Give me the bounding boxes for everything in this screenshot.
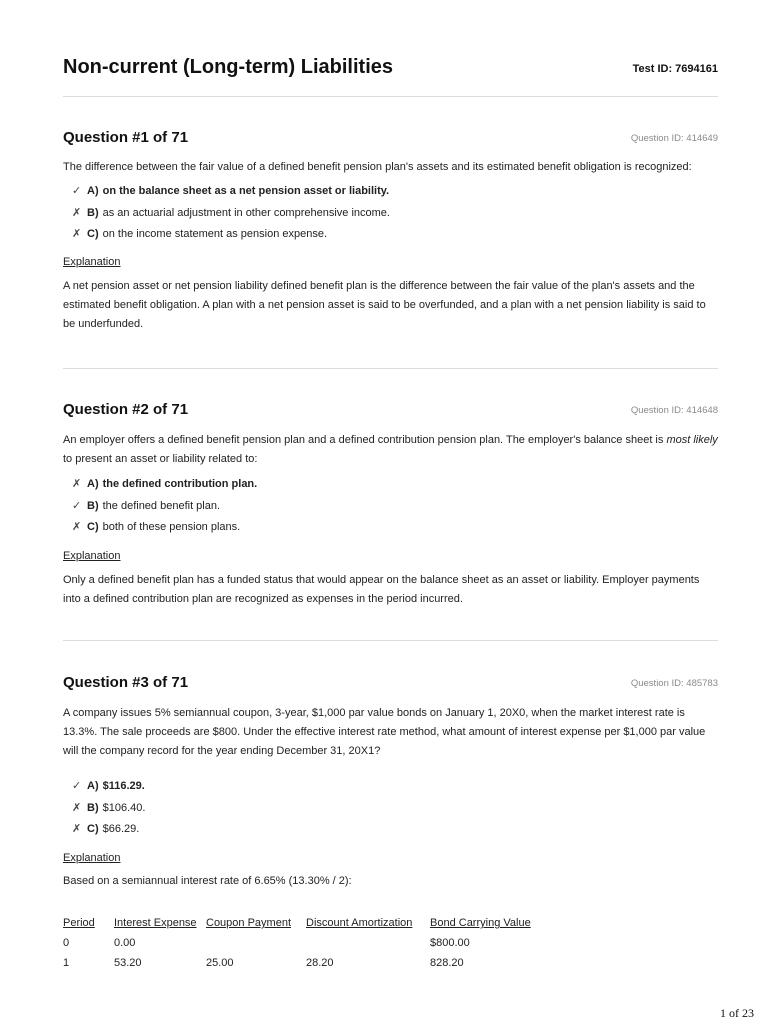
answer-option-a[interactable] <box>63 476 718 498</box>
check-icon: ✓ <box>72 780 82 792</box>
table-cell <box>306 933 430 953</box>
table-header-row <box>63 913 537 933</box>
answer-options <box>63 476 718 541</box>
answer-option-a[interactable] <box>63 778 718 800</box>
test-id: Test ID: 7694161 <box>632 63 718 75</box>
option-text: on the balance sheet as a net pension asset or liability. <box>102 185 390 197</box>
answer-option-b[interactable] <box>63 800 718 822</box>
question-block-1 <box>63 129 718 334</box>
stem-emphasis: most likely <box>666 434 718 446</box>
option-text: as an actuarial adjustment in other comprehensive income. <box>102 206 390 219</box>
option-letter: A) <box>87 478 99 490</box>
explanation-link[interactable]: Explanation <box>63 255 121 268</box>
table-cell: 25.00 <box>206 957 234 969</box>
explanation-link[interactable]: Explanation <box>63 851 121 864</box>
option-letter: A) <box>87 780 99 792</box>
answer-option-c[interactable] <box>63 821 718 843</box>
table-cell: $800.00 <box>430 937 470 949</box>
table-cell: 53.20 <box>114 957 142 969</box>
option-text: $106.40. <box>102 801 146 814</box>
cross-icon: ✗ <box>72 801 82 814</box>
option-text: both of these pension plans. <box>102 521 241 533</box>
option-letter: B) <box>87 499 99 512</box>
divider <box>63 640 718 641</box>
divider <box>63 96 718 97</box>
stem-text: to present an asset or liability related to: <box>63 453 258 465</box>
answer-options <box>63 183 718 248</box>
table-row <box>63 953 537 973</box>
divider <box>63 368 718 369</box>
answer-options <box>63 778 718 843</box>
page-number: 1 of 23 <box>720 1006 754 1020</box>
question-stem: A company issues 5% semiannual coupon, 3-year, $1,000 par value bonds on January 1, 20X0, when the market interest rate is 13.3%. The sale proceeds are $800. Under the effective interest rate method, what amount of interest expense per $1,000 par value will the company record for the year ending December 31, 20X1? <box>63 707 706 757</box>
question-block-3 <box>63 674 718 891</box>
option-text: $66.29. <box>102 823 140 835</box>
cross-icon: ✗ <box>72 228 82 240</box>
question-title: Question #1 of 71 <box>63 129 189 146</box>
question-id: Question ID: 414648 <box>630 405 718 416</box>
question-stem <box>63 431 718 469</box>
table-cell: 1 <box>63 957 70 969</box>
question-title: Question #3 of 71 <box>63 674 189 691</box>
table-cell: 28.20 <box>306 957 334 969</box>
explanation-text: Based on a semiannual interest rate of 6.65% (13.30% / 2): <box>63 874 352 887</box>
answer-option-b[interactable] <box>63 205 718 227</box>
column-header: Bond Carrying Value <box>430 917 531 929</box>
explanation-link[interactable]: Explanation <box>63 549 121 562</box>
cross-icon: ✗ <box>72 206 82 219</box>
stem-text: An employer offers a defined benefit pension plan and a defined contribution pension plan. The employer's balance sheet is <box>63 434 667 446</box>
explanation-text: A net pension asset or net pension liability defined benefit plan is the difference between the fair value of the plan's assets and the estimated benefit obligation. A plan with a net pension asset is said to be overfunded, and a plan with a net pension liability is said to be underfunded. <box>63 279 706 330</box>
cross-icon: ✗ <box>72 823 82 835</box>
option-letter: C) <box>87 228 99 240</box>
question-block-2 <box>63 401 718 609</box>
table-cell: 0 <box>63 937 70 949</box>
cross-icon: ✗ <box>72 521 82 533</box>
option-letter: A) <box>87 185 99 197</box>
answer-option-c[interactable] <box>63 226 718 248</box>
option-text: $116.29. <box>102 780 145 792</box>
explanation-text: Only a defined benefit plan has a funded status that would appear on the balance sheet as an asset or liability. Employer payments into a defined contribution plan are recognized as expenses in the period incurred. <box>63 573 700 605</box>
option-letter: C) <box>87 521 99 533</box>
question-id: Question ID: 414649 <box>630 133 718 144</box>
answer-option-c[interactable] <box>63 519 718 541</box>
table-cell <box>206 933 306 953</box>
page-title: Non-current (Long-term) Liabilities <box>63 56 393 78</box>
option-text: on the income statement as pension expense. <box>102 228 328 240</box>
cross-icon: ✗ <box>72 478 82 490</box>
table-cell: 828.20 <box>430 957 464 969</box>
table-row <box>63 933 537 953</box>
column-header: Interest Expense <box>114 917 197 929</box>
question-stem: The difference between the fair value of a defined benefit pension plan's assets and its estimated benefit obligation is recognized: <box>63 161 692 173</box>
answer-option-a[interactable] <box>63 183 718 205</box>
check-icon: ✓ <box>72 185 82 197</box>
option-letter: C) <box>87 823 99 835</box>
amortization-table <box>63 913 537 973</box>
option-text: the defined contribution plan. <box>102 478 258 490</box>
column-header: Discount Amortization <box>306 917 413 929</box>
check-icon: ✓ <box>72 499 82 512</box>
option-text: the defined benefit plan. <box>102 499 221 512</box>
question-title: Question #2 of 71 <box>63 401 189 418</box>
document-header <box>63 56 718 96</box>
question-id: Question ID: 485783 <box>630 678 718 689</box>
option-letter: B) <box>87 206 99 219</box>
column-header: Coupon Payment <box>206 917 291 929</box>
option-letter: B) <box>87 801 99 814</box>
answer-option-b[interactable] <box>63 498 718 520</box>
table-cell: 0.00 <box>114 937 136 949</box>
column-header: Period <box>63 917 95 929</box>
